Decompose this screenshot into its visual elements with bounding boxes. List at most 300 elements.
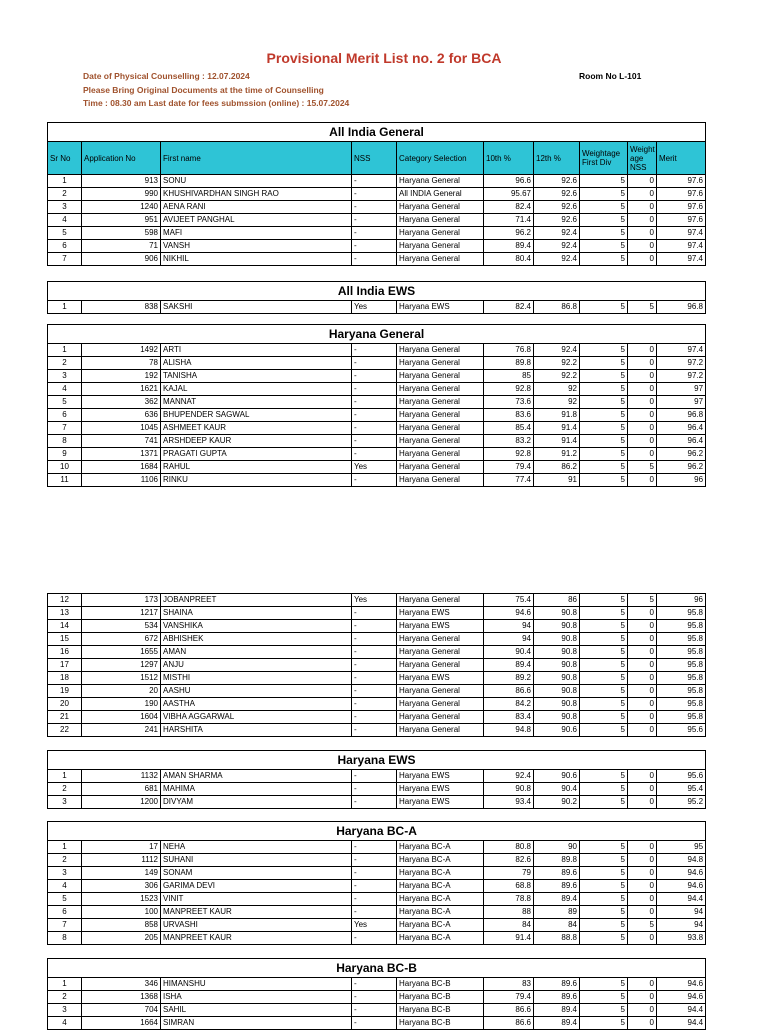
table-cell: Haryana BC-B (397, 991, 484, 1004)
table-cell: 0 (628, 978, 657, 991)
column-header: Application No (82, 142, 161, 175)
table-cell: - (352, 633, 397, 646)
table-row (48, 474, 706, 487)
table-cell: 906 (82, 253, 161, 266)
table-cell: 0 (628, 240, 657, 253)
table-cell: - (352, 646, 397, 659)
table-cell: 79.4 (484, 461, 534, 474)
table-row (48, 672, 706, 685)
table-cell: 0 (628, 383, 657, 396)
table-cell: 68.8 (484, 880, 534, 893)
table-cell: 704 (82, 1004, 161, 1017)
table-cell: - (352, 435, 397, 448)
table-cell: 951 (82, 214, 161, 227)
table-cell: 94.4 (657, 893, 706, 906)
table-cell: 8 (48, 435, 82, 448)
table-cell: PRAGATI GUPTA (161, 448, 352, 461)
table-cell: AENA RANI (161, 201, 352, 214)
table-cell: 83.6 (484, 409, 534, 422)
table-cell: 100 (82, 906, 161, 919)
table-cell: 94.4 (657, 1004, 706, 1017)
table-cell: 8 (48, 932, 82, 945)
table-cell: 94 (657, 919, 706, 932)
table-cell: 95.8 (657, 620, 706, 633)
table-cell: 90.6 (534, 770, 580, 783)
table-cell: 3 (48, 796, 82, 809)
table-cell: 5 (580, 396, 628, 409)
table-cell: 0 (628, 474, 657, 487)
table-cell: HARSHITA (161, 724, 352, 737)
table-cell: 94.8 (484, 724, 534, 737)
table-cell: 15 (48, 633, 82, 646)
table-row (48, 396, 706, 409)
table-row (48, 991, 706, 1004)
table-cell: ASHMEET KAUR (161, 422, 352, 435)
table-cell: - (352, 344, 397, 357)
table-cell: 205 (82, 932, 161, 945)
table-cell: 92.4 (534, 253, 580, 266)
table-cell: 90.8 (534, 633, 580, 646)
table-cell: MANPREET KAUR (161, 932, 352, 945)
table-cell: 1 (48, 770, 82, 783)
table-cell: 0 (628, 672, 657, 685)
table-cell: RAHUL (161, 461, 352, 474)
table-cell: 5 (580, 1017, 628, 1030)
table-cell: 4 (48, 880, 82, 893)
table-cell: 95.2 (657, 796, 706, 809)
table-cell: 95.8 (657, 659, 706, 672)
table-row (48, 594, 706, 607)
table-cell: 96.4 (657, 422, 706, 435)
table-row (48, 646, 706, 659)
table-cell: MAFI (161, 227, 352, 240)
table-cell: Haryana General (397, 214, 484, 227)
table-cell: Haryana General (397, 175, 484, 188)
table-cell: Haryana General (397, 448, 484, 461)
table-cell: 306 (82, 880, 161, 893)
table-cell: 90.2 (534, 796, 580, 809)
table-cell: 97 (657, 383, 706, 396)
table-cell: 1523 (82, 893, 161, 906)
table-cell: - (352, 711, 397, 724)
table-cell: 22 (48, 724, 82, 737)
table-cell: 5 (580, 253, 628, 266)
table-cell: 1492 (82, 344, 161, 357)
table-cell: AMAN (161, 646, 352, 659)
table-cell: Haryana General (397, 383, 484, 396)
table-cell: 1 (48, 841, 82, 854)
merit-table-6 (47, 958, 706, 1030)
table-cell: 89.4 (534, 1017, 580, 1030)
table-cell: - (352, 175, 397, 188)
table-cell: - (352, 607, 397, 620)
table-cell: RINKU (161, 474, 352, 487)
table-cell: 1200 (82, 796, 161, 809)
table-cell: 84.2 (484, 698, 534, 711)
table-cell: 97.4 (657, 253, 706, 266)
table-cell: Haryana General (397, 594, 484, 607)
table-cell: 86.8 (534, 301, 580, 314)
table-cell: 92 (534, 396, 580, 409)
table-cell: 598 (82, 227, 161, 240)
table-cell: 4 (48, 383, 82, 396)
table-row (48, 214, 706, 227)
table-cell: Yes (352, 301, 397, 314)
table-cell: All INDIA General (397, 188, 484, 201)
table-cell: - (352, 396, 397, 409)
table-cell: 11 (48, 474, 82, 487)
table-cell: 89.8 (534, 854, 580, 867)
table-cell: SONU (161, 175, 352, 188)
table-cell: Haryana General (397, 646, 484, 659)
table-cell: 85 (484, 370, 534, 383)
table-cell: 0 (628, 770, 657, 783)
table-cell: ARTI (161, 344, 352, 357)
table-cell: 0 (628, 214, 657, 227)
table-cell: 86.6 (484, 685, 534, 698)
table-row (48, 344, 706, 357)
table-cell: 1112 (82, 854, 161, 867)
table-cell: 89.2 (484, 672, 534, 685)
table-cell: 82.4 (484, 201, 534, 214)
table-cell: 636 (82, 409, 161, 422)
table-cell: 5 (628, 919, 657, 932)
table-cell: 534 (82, 620, 161, 633)
table-cell: 0 (628, 357, 657, 370)
table-cell: Haryana General (397, 201, 484, 214)
table-row (48, 422, 706, 435)
table-cell: 2 (48, 854, 82, 867)
table-cell: 97.6 (657, 188, 706, 201)
table-cell: SUHANI (161, 854, 352, 867)
table-cell: 96 (657, 594, 706, 607)
table-cell: 73.6 (484, 396, 534, 409)
documents-note: Please Bring Original Documents at the time of Counselling (83, 85, 324, 95)
table-row (48, 711, 706, 724)
table-cell: 94 (484, 620, 534, 633)
table-row (48, 253, 706, 266)
table-cell: 84 (534, 919, 580, 932)
table-cell: 16 (48, 646, 82, 659)
table-cell: 0 (628, 783, 657, 796)
table-cell: 75.4 (484, 594, 534, 607)
table-cell: 82.6 (484, 854, 534, 867)
table-cell: 0 (628, 409, 657, 422)
table-cell: 0 (628, 906, 657, 919)
table-cell: 93.8 (657, 932, 706, 945)
table-cell: 97.6 (657, 214, 706, 227)
table-cell: - (352, 906, 397, 919)
table-cell: 0 (628, 253, 657, 266)
table-cell: 0 (628, 633, 657, 646)
table-cell: 3 (48, 867, 82, 880)
table-cell: URVASHI (161, 919, 352, 932)
table-cell: 1 (48, 978, 82, 991)
table-cell: 5 (580, 1004, 628, 1017)
table-cell: 5 (580, 698, 628, 711)
table-cell: - (352, 893, 397, 906)
table-cell: 91.8 (534, 409, 580, 422)
table-cell: Haryana EWS (397, 783, 484, 796)
table-cell: 92.8 (484, 383, 534, 396)
table-cell: 5 (580, 770, 628, 783)
merit-table-3 (47, 593, 706, 737)
table-cell: 19 (48, 685, 82, 698)
section-title: All India General (48, 123, 706, 142)
table-cell: 97.4 (657, 227, 706, 240)
table-cell: Haryana BC-A (397, 867, 484, 880)
table-cell: 96 (657, 474, 706, 487)
table-cell: 92.2 (534, 357, 580, 370)
table-cell: - (352, 867, 397, 880)
merit-table-5 (47, 821, 706, 945)
table-cell: 82.4 (484, 301, 534, 314)
table-row (48, 448, 706, 461)
table-cell: 0 (628, 448, 657, 461)
table-cell: 95 (657, 841, 706, 854)
table-cell: - (352, 383, 397, 396)
table-cell: 5 (580, 607, 628, 620)
table-cell: 5 (580, 301, 628, 314)
table-row (48, 383, 706, 396)
table-row (48, 796, 706, 809)
table-row (48, 370, 706, 383)
table-cell: 5 (580, 370, 628, 383)
table-cell: - (352, 214, 397, 227)
column-header: Sr No (48, 142, 82, 175)
merit-table-4 (47, 750, 706, 809)
section-title: Haryana EWS (48, 751, 706, 770)
table-cell: - (352, 357, 397, 370)
table-cell: 5 (580, 240, 628, 253)
table-cell: ALISHA (161, 357, 352, 370)
table-cell: 346 (82, 978, 161, 991)
table-cell: 83.2 (484, 435, 534, 448)
table-cell: 5 (580, 646, 628, 659)
time-and-fee-deadline: Time : 08.30 am Last date for fees submssion (online) : 15.07.2024 (83, 98, 350, 108)
table-cell: 0 (628, 991, 657, 1004)
table-cell: - (352, 880, 397, 893)
column-header: Category Selection (397, 142, 484, 175)
table-cell: 79 (484, 867, 534, 880)
table-cell: 96.4 (657, 435, 706, 448)
merit-table-2 (47, 324, 706, 487)
table-cell: - (352, 474, 397, 487)
table-row (48, 633, 706, 646)
table-cell: BHUPENDER SAGWAL (161, 409, 352, 422)
table-cell: 5 (580, 357, 628, 370)
table-cell: 672 (82, 633, 161, 646)
column-header: Weightage First Div (580, 142, 628, 175)
table-cell: 3 (48, 201, 82, 214)
table-cell: 7 (48, 919, 82, 932)
table-cell: 1368 (82, 991, 161, 1004)
table-cell: VINIT (161, 893, 352, 906)
table-row (48, 188, 706, 201)
table-cell: 78 (82, 357, 161, 370)
table-cell: 0 (628, 893, 657, 906)
table-cell: - (352, 841, 397, 854)
table-cell: 91.4 (534, 422, 580, 435)
table-cell: VIBHA AGGARWAL (161, 711, 352, 724)
table-cell: 94.8 (657, 854, 706, 867)
table-cell: 0 (628, 841, 657, 854)
table-cell: 90.8 (534, 607, 580, 620)
table-cell: 173 (82, 594, 161, 607)
table-cell: 5 (580, 893, 628, 906)
table-cell: KAJAL (161, 383, 352, 396)
table-cell: 5 (580, 685, 628, 698)
table-cell: 88 (484, 906, 534, 919)
table-cell: 5 (580, 659, 628, 672)
table-cell: Yes (352, 594, 397, 607)
table-cell: 95.8 (657, 698, 706, 711)
table-cell: 5 (580, 672, 628, 685)
table-cell: KHUSHIVARDHAN SINGH RAO (161, 188, 352, 201)
table-cell: 96.6 (484, 175, 534, 188)
table-cell: MISTHI (161, 672, 352, 685)
table-cell: 1045 (82, 422, 161, 435)
table-cell: 90.8 (534, 659, 580, 672)
table-cell: 858 (82, 919, 161, 932)
table-cell: GARIMA DEVI (161, 880, 352, 893)
table-cell: 2 (48, 357, 82, 370)
table-cell: 0 (628, 370, 657, 383)
table-cell: - (352, 724, 397, 737)
table-row (48, 357, 706, 370)
table-cell: 92 (534, 383, 580, 396)
table-cell: 1621 (82, 383, 161, 396)
table-cell: - (352, 1004, 397, 1017)
table-cell: Haryana EWS (397, 770, 484, 783)
table-cell: Haryana General (397, 240, 484, 253)
table-cell: - (352, 978, 397, 991)
table-cell: SAKSHI (161, 301, 352, 314)
table-cell: - (352, 783, 397, 796)
table-cell: 86.6 (484, 1017, 534, 1030)
table-cell: 90.8 (534, 711, 580, 724)
table-cell: 92.2 (534, 370, 580, 383)
table-cell: 5 (48, 893, 82, 906)
table-cell: 5 (628, 594, 657, 607)
column-header: Merit (657, 142, 706, 175)
table-cell: 838 (82, 301, 161, 314)
table-cell: AMAN SHARMA (161, 770, 352, 783)
table-cell: 990 (82, 188, 161, 201)
table-cell: 5 (580, 422, 628, 435)
table-cell: 92.6 (534, 201, 580, 214)
table-row (48, 867, 706, 880)
table-cell: 78.8 (484, 893, 534, 906)
table-cell: 5 (580, 633, 628, 646)
table-cell: 149 (82, 867, 161, 880)
table-cell: 1664 (82, 1017, 161, 1030)
table-row (48, 301, 706, 314)
room-number: Room No L-101 (579, 71, 642, 81)
table-cell: 95.8 (657, 711, 706, 724)
table-cell: Haryana General (397, 724, 484, 737)
table-cell: 0 (628, 188, 657, 201)
table-cell: 1655 (82, 646, 161, 659)
table-row (48, 783, 706, 796)
table-cell: 3 (48, 1004, 82, 1017)
table-cell: 0 (628, 932, 657, 945)
column-header: NSS (352, 142, 397, 175)
table-row (48, 698, 706, 711)
table-cell: 5 (580, 867, 628, 880)
table-cell: 1 (48, 175, 82, 188)
table-cell: - (352, 672, 397, 685)
table-cell: AASHU (161, 685, 352, 698)
table-cell: VANSHIKA (161, 620, 352, 633)
table-cell: HIMANSHU (161, 978, 352, 991)
table-cell: 83.4 (484, 711, 534, 724)
table-cell: 90 (534, 841, 580, 854)
table-cell: - (352, 422, 397, 435)
table-cell: 89.6 (534, 867, 580, 880)
table-row (48, 893, 706, 906)
table-cell: Haryana BC-A (397, 854, 484, 867)
table-cell: 95.8 (657, 672, 706, 685)
table-cell: 0 (628, 698, 657, 711)
table-row (48, 880, 706, 893)
table-cell: Haryana General (397, 396, 484, 409)
table-cell: 4 (48, 1017, 82, 1030)
table-cell: 0 (628, 796, 657, 809)
column-header: Weight age NSS (628, 142, 657, 175)
table-cell: 83 (484, 978, 534, 991)
table-cell: - (352, 201, 397, 214)
table-cell: 0 (628, 422, 657, 435)
table-cell: Yes (352, 919, 397, 932)
table-cell: 90.8 (534, 646, 580, 659)
table-cell: 5 (580, 175, 628, 188)
section-title: Haryana BC-B (48, 959, 706, 978)
table-cell: NEHA (161, 841, 352, 854)
table-cell: 17 (82, 841, 161, 854)
table-cell: 5 (580, 932, 628, 945)
table-cell: Haryana BC-A (397, 906, 484, 919)
table-cell: 76.8 (484, 344, 534, 357)
table-cell: 94.4 (657, 1017, 706, 1030)
table-cell: 5 (580, 227, 628, 240)
table-cell: 5 (580, 783, 628, 796)
table-cell: 20 (48, 698, 82, 711)
table-cell: 90.8 (534, 685, 580, 698)
table-cell: - (352, 854, 397, 867)
table-cell: DIVYAM (161, 796, 352, 809)
table-cell: 5 (580, 906, 628, 919)
table-cell: 89.6 (534, 978, 580, 991)
table-cell: Haryana General (397, 344, 484, 357)
table-cell: 5 (580, 594, 628, 607)
table-cell: 91.4 (534, 435, 580, 448)
table-cell: Haryana BC-B (397, 1017, 484, 1030)
table-cell: 96.2 (657, 461, 706, 474)
table-cell: 6 (48, 409, 82, 422)
table-cell: 96.8 (657, 301, 706, 314)
table-cell: MANNAT (161, 396, 352, 409)
table-cell: Haryana General (397, 685, 484, 698)
table-cell: - (352, 370, 397, 383)
table-cell: 5 (580, 409, 628, 422)
table-cell: Haryana General (397, 422, 484, 435)
table-row (48, 685, 706, 698)
table-cell: Haryana EWS (397, 301, 484, 314)
table-cell: Haryana General (397, 253, 484, 266)
table-cell: 91.2 (534, 448, 580, 461)
table-cell: Haryana General (397, 474, 484, 487)
